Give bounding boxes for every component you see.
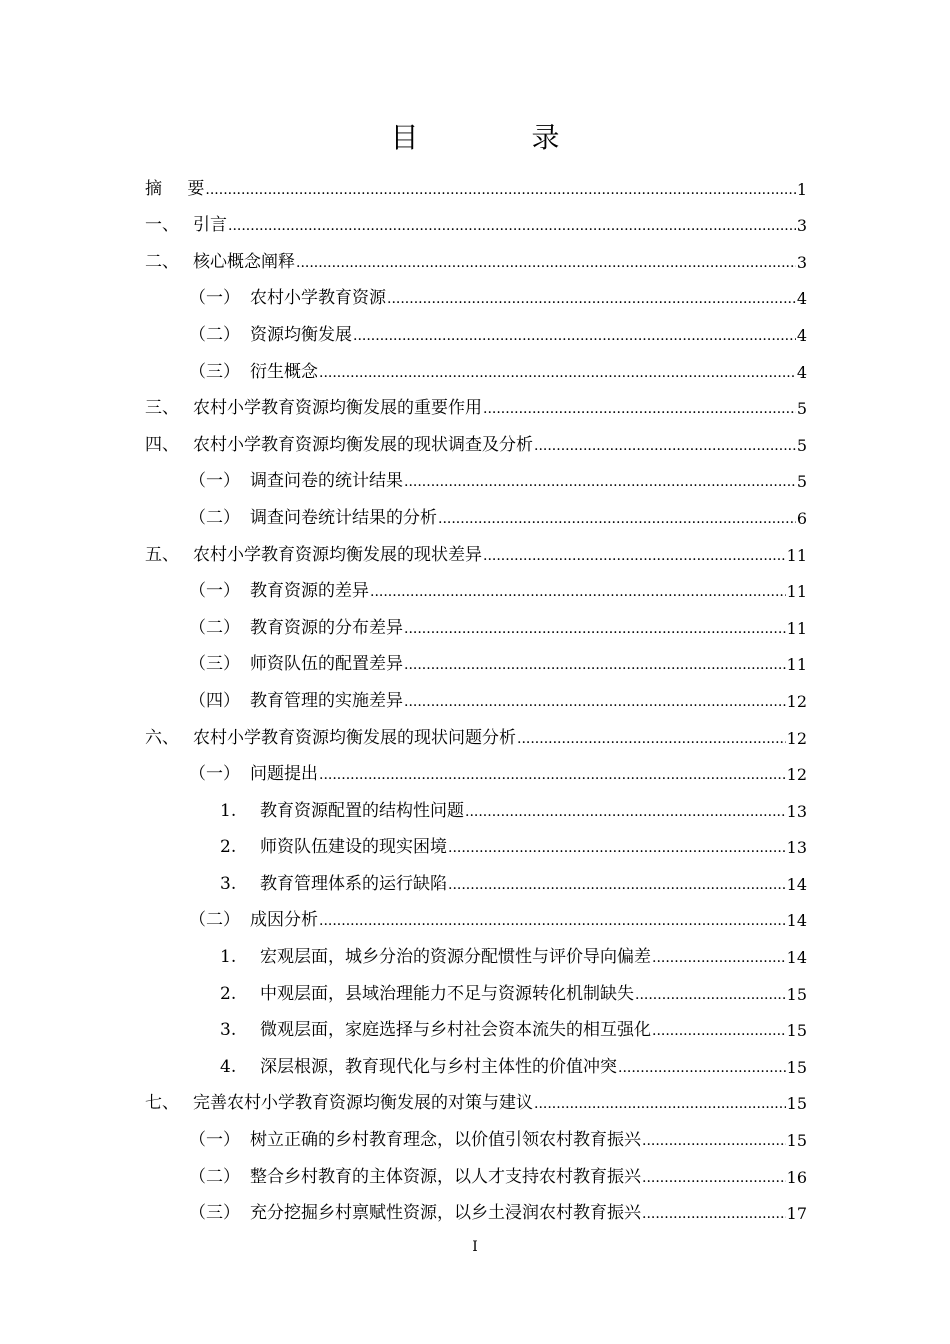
toc-entry[interactable] [145,1040,807,1077]
toc-entry-number: （二） [189,324,240,345]
toc-entry-number: （一） [189,764,240,785]
toc-entry-number: （三） [189,1203,240,1224]
toc-leader-dots [448,840,786,857]
toc-entry-title: 教育资源的分布差异 [250,617,403,638]
toc-entry-number: 3. [220,1020,237,1041]
toc-entry-title: 农村小学教育资源均衡发展的现状问题分析 [193,727,516,748]
toc-entry-title: 教育管理体系的运行缺陷 [260,873,447,894]
toc-entry-page: 15 [786,1021,807,1041]
toc-entry[interactable] [145,455,807,492]
toc-entry-number: 三、 [145,398,179,419]
toc-leader-dots [635,987,786,1004]
toc-entry-page: 5 [796,399,807,419]
toc-entry-number: 2. [220,837,237,858]
toc-leader-dots [642,1170,786,1187]
table-of-contents [145,162,807,1223]
toc-entry[interactable] [145,418,807,455]
toc-leader-dots [652,950,786,967]
toc-entry[interactable] [145,638,807,675]
toc-leader-dots [465,804,786,821]
toc-entry[interactable] [145,382,807,419]
toc-entry-title: 师资队伍的配置差异 [250,654,403,675]
toc-leader-dots [642,1133,786,1150]
toc-entry-title: 深层根源，教育现代化与乡村主体性的价值冲突 [260,1056,617,1077]
toc-entry-number: 二、 [145,251,179,272]
toc-entry-number: 七、 [145,1093,179,1114]
toc-entry-title: 问题提出 [250,764,318,785]
toc-entry[interactable] [145,1187,807,1224]
toc-leader-dots [534,1096,786,1113]
toc-entry-page: 14 [786,874,807,894]
toc-leader-dots [319,365,796,382]
toc-leader-dots [404,621,786,638]
toc-leader-dots [370,584,786,601]
toc-entry-page: 14 [786,911,807,931]
toc-entry[interactable] [145,162,807,199]
toc-leader-dots [618,1060,786,1077]
toc-entry[interactable] [145,601,807,638]
toc-leader-dots [319,767,786,784]
toc-entry-page: 4 [796,289,807,309]
toc-entry-page: 3 [796,216,807,236]
toc-entry-page: 14 [786,948,807,968]
toc-leader-dots [652,1023,786,1040]
toc-entry-number: 一、 [145,215,179,236]
toc-entry-title: 树立正确的乡村教育理念，以价值引领农村教育振兴 [250,1130,641,1151]
toc-leader-dots [387,291,796,308]
toc-entry-title: 农村小学教育资源均衡发展的现状差异 [193,544,482,565]
toc-entry[interactable] [145,784,807,821]
toc-entry-number: 4. [220,1056,237,1077]
toc-entry[interactable] [145,308,807,345]
toc-leader-dots [296,255,796,272]
toc-entry-page: 11 [786,582,807,602]
toc-entry[interactable] [145,711,807,748]
toc-entry-title: 核心概念阐释 [193,251,295,272]
toc-entry-number: 五、 [145,544,179,565]
toc-entry[interactable] [145,199,807,236]
page-title: 目 录 [390,121,612,154]
toc-entry[interactable] [145,272,807,309]
toc-entry-title: 教育资源配置的结构性问题 [260,800,464,821]
toc-entry-number: （二） [189,1166,240,1187]
toc-entry-number: （一） [189,471,240,492]
toc-entry-page: 12 [786,765,807,785]
toc-entry[interactable] [145,565,807,602]
toc-entry[interactable] [145,1004,807,1041]
toc-entry-page: 15 [786,984,807,1004]
toc-entry-page: 11 [786,545,807,565]
toc-entry[interactable] [145,930,807,967]
toc-entry-title: 中观层面，县域治理能力不足与资源转化机制缺失 [260,983,634,1004]
toc-entry-number: （二） [189,617,240,638]
toc-entry-page: 4 [796,325,807,345]
toc-entry-number: 四、 [145,434,179,455]
toc-entry[interactable] [145,1150,807,1187]
toc-entry-title: 成因分析 [250,910,318,931]
toc-entry-title: 微观层面，家庭选择与乡村社会资本流失的相互强化 [260,1020,651,1041]
toc-entry-title: 教育管理的实施差异 [250,690,403,711]
toc-entry-number: （一） [189,1130,240,1151]
toc-leader-dots [404,694,786,711]
toc-entry-number: （二） [189,910,240,931]
toc-entry-title: 调查问卷的统计结果 [250,471,403,492]
page-number: I [472,1239,478,1255]
toc-entry[interactable] [145,491,807,528]
toc-entry[interactable] [145,894,807,931]
toc-entry-title: 引言 [193,215,227,236]
toc-leader-dots [438,511,796,528]
toc-entry-number: （三） [189,654,240,675]
toc-entry-page: 11 [786,655,807,675]
toc-entry-title: 宏观层面，城乡分治的资源分配惯性与评价导向偏差 [260,947,651,968]
toc-entry-title: 充分挖掘乡村禀赋性资源，以乡土浸润农村教育振兴 [250,1203,641,1224]
toc-leader-dots [319,913,786,930]
toc-leader-dots [483,401,796,418]
toc-entry-page: 13 [786,801,807,821]
toc-entry-title: 资源均衡发展 [250,324,352,345]
toc-entry-number: 1. [220,947,237,968]
toc-leader-dots [353,328,796,345]
toc-entry[interactable] [145,1113,807,1150]
toc-leader-dots [517,731,786,748]
toc-entry-page: 4 [796,362,807,382]
toc-entry-page: 16 [786,1167,807,1187]
toc-entry[interactable] [145,967,807,1004]
toc-entry-title: 教育资源的差异 [250,581,369,602]
toc-leader-dots [448,877,786,894]
toc-entry-page: 1 [796,179,807,199]
toc-entry-page: 15 [786,1057,807,1077]
toc-entry[interactable] [145,235,807,272]
toc-entry[interactable] [145,1077,807,1114]
toc-entry-page: 12 [786,728,807,748]
toc-entry-number: 3. [220,873,237,894]
toc-entry-title: 农村小学教育资源均衡发展的重要作用 [193,398,482,419]
toc-entry-title: 农村小学教育资源 [250,288,386,309]
toc-leader-dots [228,218,796,235]
toc-leader-dots [205,182,795,199]
toc-entry-title: 完善农村小学教育资源均衡发展的对策与建议 [193,1093,533,1114]
toc-entry-page: 15 [786,1094,807,1114]
toc-entry-page: 12 [786,691,807,711]
toc-entry[interactable] [145,345,807,382]
toc-entry-number: （二） [189,507,240,528]
toc-entry-page: 13 [786,838,807,858]
toc-entry-title: 师资队伍建设的现实困境 [260,837,447,858]
toc-entry-number: 摘 要 [145,178,205,199]
toc-entry-number: 2. [220,983,237,1004]
toc-entry-page: 15 [786,1131,807,1151]
toc-entry-number: 1. [220,800,237,821]
toc-entry-page: 11 [786,618,807,638]
toc-entry-title: 衍生概念 [250,361,318,382]
toc-entry-number: （三） [189,361,240,382]
toc-entry-title: 农村小学教育资源均衡发展的现状调查及分析 [193,434,533,455]
toc-entry-number: 六、 [145,727,179,748]
toc-entry-number: （四） [189,690,240,711]
toc-entry-number: （一） [189,288,240,309]
toc-leader-dots [483,548,786,565]
toc-entry[interactable] [145,857,807,894]
toc-entry[interactable] [145,748,807,785]
toc-entry[interactable] [145,821,807,858]
toc-leader-dots [642,1206,786,1223]
toc-entry-page: 17 [786,1204,807,1224]
toc-leader-dots [404,474,796,491]
toc-entry-page: 3 [796,252,807,272]
toc-leader-dots [404,657,786,674]
toc-entry-number: （一） [189,581,240,602]
toc-entry-title: 整合乡村教育的主体资源，以人才支持农村教育振兴 [250,1166,641,1187]
toc-entry-page: 6 [796,508,807,528]
toc-entry[interactable] [145,674,807,711]
toc-entry-title: 调查问卷统计结果的分析 [250,507,437,528]
toc-entry-page: 5 [796,435,807,455]
toc-leader-dots [534,438,796,455]
toc-entry-page: 5 [796,472,807,492]
toc-entry[interactable] [145,528,807,565]
